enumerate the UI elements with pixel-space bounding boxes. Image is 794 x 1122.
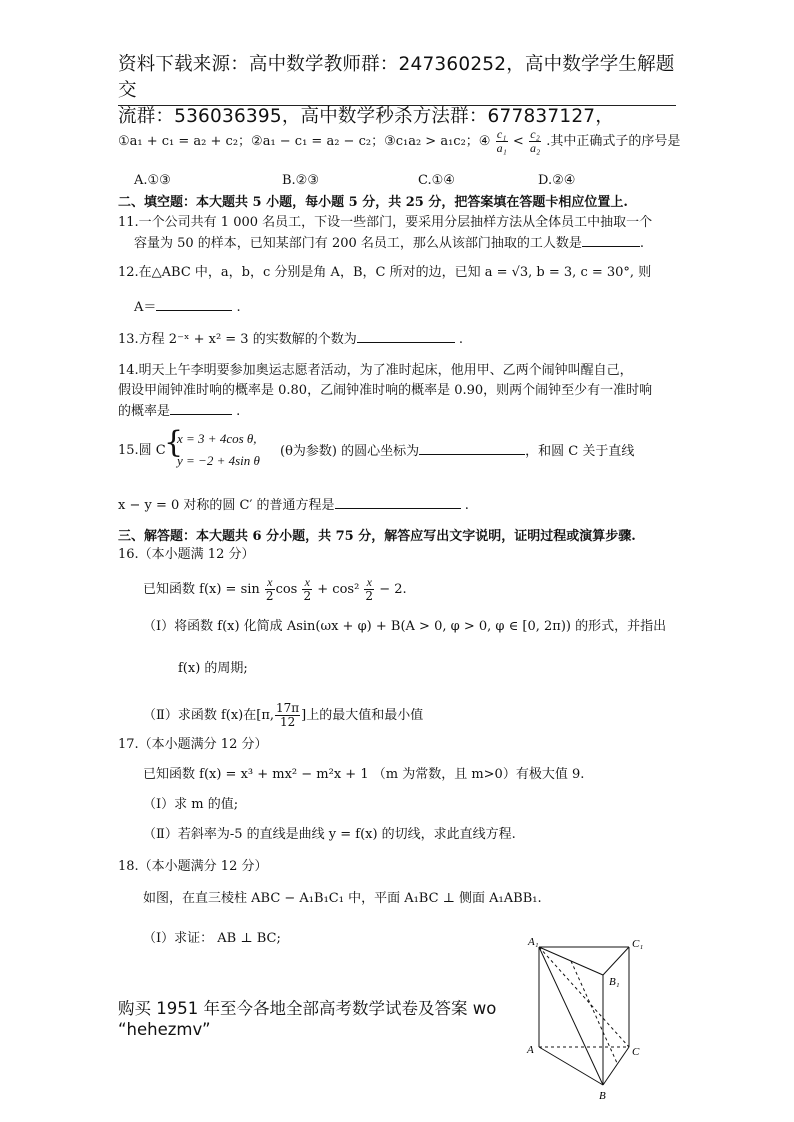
q17-part-2: （Ⅱ）若斜率为-5 的直线是曲线 y = f(x) 的切线，求此直线方程.	[143, 827, 516, 842]
q12-answer-blank[interactable]	[156, 298, 232, 311]
q10-option-c: C.①④	[418, 173, 455, 188]
q15-equation-2: y = −2 + 4sin θ	[177, 453, 260, 468]
q13-text: 13.方程 2⁻ˣ + x² = 3 的实数解的个数为	[118, 332, 357, 347]
q15-mid: (θ为参数) 的圆心坐标为	[280, 444, 420, 459]
section-2-title: 二、填空题：本大题共 5 小题，每小题 5 分，共 25 分，把答案填在答题卡相应位置上.	[118, 195, 628, 210]
q16-frac1-num: x	[265, 576, 275, 590]
q16-part-1: （Ⅰ）将函数 f(x) 化简成 Asin(ωx + φ) + B(A > 0, φ > 0, φ ∈ [0, 2π)) 的形式，并指出	[143, 619, 667, 634]
q10-option-a: A.①③	[134, 173, 171, 188]
q15-end: .	[464, 498, 469, 513]
q14-end: .	[236, 404, 241, 419]
q16-frac3-num: x	[364, 576, 374, 590]
q14-line-2: 假设甲闹钟准时响的概率是 0.80，乙闹钟准时响的概率是 0.90，则两个闹钟至少有一准时响	[118, 383, 653, 398]
q16-heading: 16.（本小题满 12 分）	[118, 547, 255, 562]
q14-answer-blank[interactable]	[170, 402, 232, 415]
header-divider	[118, 105, 676, 106]
q16-cos: cos	[275, 582, 298, 597]
q16-part2-pre: （Ⅱ）求函数 f(x)在[π,	[143, 708, 275, 723]
q18-given: 如图，在直三棱柱 ABC − A₁B₁C₁ 中，平面 A₁BC ⊥ 侧面 A₁ABB₁.	[143, 891, 542, 906]
q10-frac1-den: a₁	[496, 141, 507, 155]
q16-frac-3	[364, 576, 374, 603]
q16-minus: − 2.	[379, 582, 407, 597]
q16-frac2-den: 2	[303, 589, 312, 603]
q16-part-2	[143, 702, 423, 729]
q16-part2-den: 12	[279, 715, 296, 729]
q15-label: 15.圆 C	[118, 443, 166, 458]
q10-tail: .其中正确式子的序号是	[546, 134, 681, 149]
q18-heading: 18.（本小题满分 12 分）	[118, 859, 268, 874]
q11-line-2	[134, 234, 644, 253]
footer-ad-line-2: “hehezmv”	[118, 1020, 211, 1039]
q16-frac-2	[302, 576, 312, 603]
q16-part2-num: 17π	[276, 701, 300, 715]
q10-statements	[118, 128, 680, 155]
q17-heading: 17.（本小题满分 12 分）	[118, 737, 268, 752]
q14-line-3	[118, 402, 240, 421]
q16-frac3-den: 2	[365, 589, 374, 603]
q15-center-prompt	[280, 442, 634, 461]
q14-line-3-text: 的概率是	[118, 404, 171, 419]
q10-less-than: <	[512, 134, 524, 149]
q11-line-2-text: 容量为 50 的样本，已知某部门有 200 名员工，那么从该部门抽取的工人数是	[134, 236, 582, 251]
label-b1: B₁	[609, 976, 620, 988]
header-line-1: 资料下载来源：高中数学教师群：247360252，高中数学学生解题交	[118, 54, 675, 101]
q16-plus-cos2: + cos²	[317, 582, 360, 597]
q16-frac1-den: 2	[265, 589, 274, 603]
prism-figure	[525, 935, 675, 1115]
q15-line-2	[118, 496, 469, 515]
q16-given	[143, 576, 407, 603]
q16-part2-post: ]上的最大值和最小值	[301, 708, 424, 723]
q15-center-blank[interactable]	[419, 442, 525, 455]
q15-brace: {	[164, 425, 184, 460]
q12-line-1: 12.在△ABC 中，a，b，c 分别是角 A，B，C 所对的边，已知 a = √3, b = 3, c = 30°, 则	[118, 265, 652, 280]
q12-line-2	[134, 298, 241, 317]
q10-statements-text: ①a₁ + c₁ = a₂ + c₂；②a₁ − c₁ = a₂ − c₂；③c₁a₂ > a₁c₂；④	[118, 134, 491, 149]
q10-frac2-num: c₂	[530, 127, 540, 141]
source-header	[118, 52, 678, 130]
q17-given: 已知函数 f(x) = x³ + mx² − m²x + 1 （m 为常数，且 m>0）有极大值 9.	[143, 767, 585, 782]
q12-label: A＝	[134, 300, 157, 315]
q16-frac-1	[265, 576, 275, 603]
footer-ad-line-1: 购买 1951 年至今各地全部高考数学试卷及答案 wo	[118, 999, 497, 1018]
q13-answer-blank[interactable]	[357, 330, 455, 343]
q11-line-1: 11.一个公司共有 1 000 名员工，下设一些部门，要采用分层抽样方法从全体员工中抽取一个	[118, 215, 653, 230]
q11-end: .	[639, 236, 645, 251]
q14-line-1: 14.明天上午李明要参加奥运志愿者活动，为了准时起床，他用甲、乙两个闹钟叫醒自己，	[118, 363, 633, 378]
q15-equation-blank[interactable]	[335, 496, 461, 509]
q13-end: .	[458, 332, 463, 347]
q10-frac-1	[496, 128, 508, 155]
q10-option-d: D.②④	[538, 173, 576, 188]
q18-part-1: （Ⅰ）求证： AB ⊥ BC;	[143, 931, 281, 946]
q12-end: .	[236, 300, 241, 315]
q15-mid2: ，和圆 C 关于直线	[525, 444, 635, 459]
q11-answer-blank[interactable]	[582, 234, 640, 247]
q10-frac2-den: a₂	[529, 141, 541, 155]
q15-equation-1: x = 3 + 4cos θ,	[177, 431, 257, 446]
q10-option-b: B.②③	[282, 173, 319, 188]
q16-part-1b: f(x) 的周期;	[178, 661, 248, 676]
label-c: C	[632, 1046, 640, 1058]
q10-frac1-num: c₁	[496, 127, 507, 141]
q17-part-1: （Ⅰ）求 m 的值;	[143, 797, 239, 812]
label-b: B	[599, 1090, 606, 1102]
header-line-2: 流群：536036395，高中数学秒杀方法群：677837127，	[118, 106, 614, 127]
q13-line	[118, 330, 463, 349]
label-a1: A₁	[528, 936, 539, 948]
label-a: A	[527, 1044, 534, 1056]
q15-line-2-text: x − y = 0 对称的圆 C′ 的普通方程是	[118, 498, 335, 513]
section-3-title: 三、解答题：本大题共 6 分小题，共 75 分，解答应写出文字说明，证明过程或演算步骤.	[118, 529, 636, 544]
q10-frac-2	[529, 128, 541, 155]
q16-given-pre: 已知函数 f(x) = sin	[143, 582, 260, 597]
q16-frac2-num: x	[302, 576, 312, 590]
q16-part2-frac	[275, 702, 300, 729]
label-c1: C₁	[632, 938, 644, 950]
